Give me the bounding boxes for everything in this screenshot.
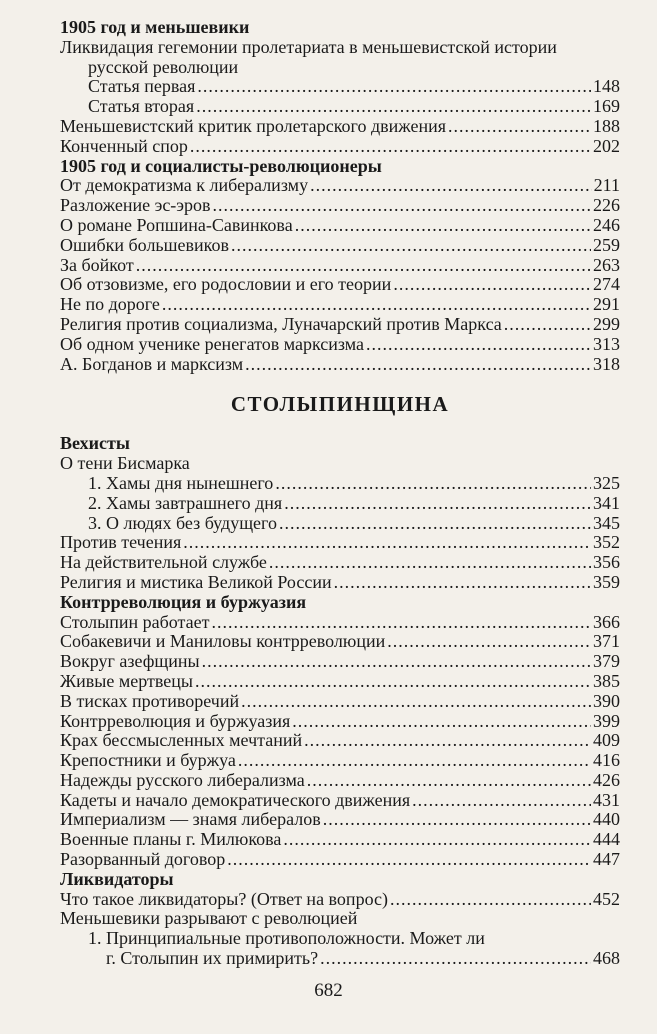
dot-leader — [284, 494, 591, 514]
toc-page-number: 345 — [593, 512, 620, 533]
dot-leader — [275, 474, 591, 494]
toc-entry — [60, 256, 620, 276]
toc-entry-title: Столыпин работает — [60, 611, 210, 632]
toc-heading — [60, 593, 620, 613]
toc-entry — [60, 474, 620, 494]
toc-entry — [60, 553, 620, 573]
toc-entry — [60, 672, 620, 692]
toc-heading — [60, 18, 620, 38]
toc-entry-title: Военные планы г. Милюкова — [60, 829, 282, 850]
toc-page-number: 385 — [593, 670, 620, 691]
toc-entry-title: Меньшевистский критик пролетарского движения — [60, 115, 446, 136]
toc-entry-title: На действительной службе — [60, 552, 267, 573]
toc-page-number: 379 — [593, 651, 620, 672]
toc-page-number: 325 — [593, 472, 620, 493]
toc-page-number: 291 — [593, 294, 620, 315]
toc-entry-title: Об одном ученике ренегатов марксизма — [60, 333, 365, 354]
dot-leader — [320, 949, 591, 969]
toc-entry-title: Религия против социализма, Луначарский против Маркса — [60, 313, 502, 334]
toc-entry-title: Конченный спор — [60, 135, 188, 156]
toc-page-number: 447 — [593, 849, 620, 870]
toc-page-number: 416 — [593, 750, 620, 771]
dot-leader — [211, 613, 591, 633]
toc-part-2 — [60, 434, 620, 969]
toc-heading — [60, 434, 620, 454]
toc-entry — [60, 137, 620, 157]
toc-page-number: 211 — [593, 175, 620, 196]
toc-entry — [60, 632, 620, 652]
toc-entry-title: Крепостники и буржуа — [60, 750, 236, 771]
dot-leader — [213, 196, 591, 216]
dot-leader — [241, 692, 591, 712]
toc-entry — [60, 909, 620, 929]
toc-entry-title: 1. Принципиальные противоположности. Может ли — [88, 928, 485, 949]
toc-entry-title: Ликвидация гегемонии пролетариата в меньшевистской истории — [60, 36, 557, 57]
toc-entry-title: 1. Хамы дня нынешнего — [88, 472, 274, 493]
dot-leader — [202, 652, 591, 672]
toc-entry-title: 2. Хамы завтрашнего дня — [88, 492, 283, 513]
table-of-contents — [60, 18, 620, 969]
toc-entry — [60, 494, 620, 514]
toc-entry-title: Меньшевики разрывают с революцией — [60, 908, 358, 929]
dot-leader — [292, 712, 591, 732]
dot-leader — [190, 137, 591, 157]
toc-page-number: 426 — [593, 769, 620, 790]
toc-entry-title: Собакевичи и Маниловы контрреволюции — [60, 631, 386, 652]
dot-leader — [390, 890, 591, 910]
toc-entry — [60, 77, 620, 97]
dot-leader — [196, 97, 591, 117]
toc-entry-title: В тисках противоречий — [60, 690, 240, 711]
dot-leader — [227, 850, 591, 870]
toc-entry-title: Об отзовизме, его родословии и его теории — [60, 274, 392, 295]
toc-entry-title: Статья вторая — [88, 96, 195, 117]
toc-entry — [60, 692, 620, 712]
toc-entry-title: Контрреволюция и буржуазия — [60, 710, 291, 731]
toc-entry-title: Религия и мистика Великой России — [60, 571, 332, 592]
toc-page-number: 202 — [593, 135, 620, 156]
toc-page-number: 263 — [593, 254, 620, 275]
toc-entry-title: Разложение эс-эров — [60, 195, 211, 216]
toc-page-number: 299 — [593, 313, 620, 334]
toc-heading — [60, 157, 620, 177]
dot-leader — [295, 216, 591, 236]
toc-entry-title: О романе Ропшина-Савинкова — [60, 214, 293, 235]
toc-entry-title: Ошибки большевиков — [60, 234, 229, 255]
dot-leader — [279, 514, 591, 534]
toc-entry — [60, 117, 620, 137]
toc-entry — [60, 533, 620, 553]
toc-entry-title: За бойкот — [60, 254, 134, 275]
toc-page-number: 246 — [593, 214, 620, 235]
toc-heading — [60, 870, 620, 890]
toc-entry-title: Ликвидаторы — [60, 868, 174, 889]
dot-leader — [269, 553, 591, 573]
dot-leader — [195, 672, 591, 692]
toc-entry — [60, 335, 620, 355]
toc-entry — [60, 315, 620, 335]
dot-leader — [504, 315, 591, 335]
dot-leader — [162, 295, 591, 315]
toc-entry — [60, 573, 620, 593]
toc-page-number: 341 — [593, 492, 620, 513]
dot-leader — [307, 771, 591, 791]
toc-page-number: 274 — [593, 274, 620, 295]
toc-entry — [60, 771, 620, 791]
toc-entry — [60, 275, 620, 295]
toc-entry — [60, 97, 620, 117]
toc-entry — [60, 929, 620, 949]
toc-entry-title: Статья первая — [88, 76, 196, 97]
toc-entry — [60, 830, 620, 850]
toc-page-number: 226 — [593, 195, 620, 216]
toc-page-number: 399 — [593, 710, 620, 731]
page-number: 682 — [314, 980, 343, 1001]
toc-page-number: 318 — [593, 353, 620, 374]
toc-entry — [60, 652, 620, 672]
dot-leader — [304, 731, 591, 751]
toc-part-1 — [60, 18, 620, 374]
toc-page-number: 313 — [593, 333, 620, 354]
toc-page-number: 356 — [593, 552, 620, 573]
toc-page-number: 366 — [593, 611, 620, 632]
toc-entry-title: Не по дороге — [60, 294, 160, 315]
toc-entry — [60, 38, 620, 58]
toc-entry-title: От демократизма к либерализму — [60, 175, 309, 196]
dot-leader — [245, 355, 591, 375]
toc-page-number: 468 — [593, 948, 620, 969]
toc-entry-title: Что такое ликвидаторы? (Ответ на вопрос) — [60, 888, 388, 909]
toc-entry-title: Живые мертвецы — [60, 670, 193, 691]
toc-entry-title: Крах бессмысленных мечтаний — [60, 730, 303, 751]
toc-entry — [60, 810, 620, 830]
dot-leader — [393, 275, 591, 295]
toc-entry-title: 1905 год и социалисты-революционеры — [60, 155, 382, 176]
toc-page-number: 390 — [593, 690, 620, 711]
dot-leader — [283, 830, 591, 850]
toc-entry — [60, 949, 620, 969]
toc-entry-title: Вокруг азефщины — [60, 651, 200, 672]
toc-page-number: 444 — [593, 829, 620, 850]
toc-entry-title: Вехисты — [60, 433, 130, 454]
dot-leader — [197, 77, 591, 97]
section-title: СТОЛЫПИНЩИНА — [230, 392, 450, 417]
dot-leader — [231, 236, 591, 256]
toc-entry — [60, 295, 620, 315]
dot-leader — [334, 573, 591, 593]
toc-entry — [60, 613, 620, 633]
toc-entry — [60, 751, 620, 771]
dot-leader — [136, 256, 591, 276]
toc-entry — [60, 355, 620, 375]
toc-page-number: 431 — [593, 789, 620, 810]
toc-entry — [60, 454, 620, 474]
toc-page-number: 371 — [593, 631, 620, 652]
toc-entry — [60, 514, 620, 534]
toc-page-number: 259 — [593, 234, 620, 255]
toc-page-number: 352 — [593, 532, 620, 553]
toc-entry-title: русской революции — [88, 56, 239, 77]
toc-entry — [60, 850, 620, 870]
toc-page-number: 409 — [593, 730, 620, 751]
dot-leader — [412, 791, 591, 811]
toc-entry-title: О тени Бисмарка — [60, 453, 190, 474]
toc-page-number: 148 — [593, 76, 620, 97]
toc-entry-title: Контрреволюция и буржуазия — [60, 591, 307, 612]
dot-leader — [238, 751, 591, 771]
toc-page-number: 188 — [593, 115, 620, 136]
toc-page-number: 359 — [593, 571, 620, 592]
toc-entry — [60, 731, 620, 751]
toc-entry-title: Кадеты и начало демократического движения — [60, 789, 411, 810]
toc-page-number: 452 — [593, 888, 620, 909]
toc-entry — [60, 216, 620, 236]
toc-entry — [60, 176, 620, 196]
toc-entry-title: Против течения — [60, 532, 182, 553]
toc-entry-title: г. Столыпин их примирить? — [106, 948, 319, 969]
dot-leader — [366, 335, 591, 355]
dot-leader — [310, 176, 592, 196]
toc-entry-title: Разорванный договор — [60, 849, 226, 870]
toc-entry-title: А. Богданов и марксизм — [60, 353, 244, 374]
toc-entry-title: Империализм — знамя либералов — [60, 809, 321, 830]
dot-leader — [323, 810, 591, 830]
dot-leader — [448, 117, 591, 137]
toc-entry — [60, 196, 620, 216]
toc-entry — [60, 712, 620, 732]
toc-page-number: 169 — [593, 96, 620, 117]
toc-page-number: 440 — [593, 809, 620, 830]
toc-entry-title: Надежды русского либерализма — [60, 769, 305, 790]
dot-leader — [387, 632, 591, 652]
toc-entry — [60, 890, 620, 910]
toc-entry — [60, 791, 620, 811]
toc-entry — [60, 58, 620, 78]
toc-entry-title: 1905 год и меньшевики — [60, 17, 250, 37]
toc-entry — [60, 236, 620, 256]
dot-leader — [183, 533, 591, 553]
toc-entry-title: 3. О людях без будущего — [88, 512, 277, 533]
